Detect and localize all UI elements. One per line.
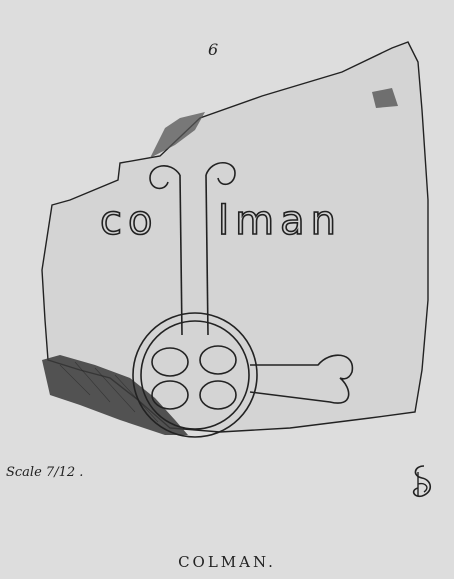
scale-note: Scale 7/12 . — [6, 465, 84, 480]
inscription-left: co — [100, 198, 159, 244]
inscription-right: lman — [218, 198, 342, 244]
plate-caption: COLMAN. — [178, 553, 276, 571]
artist-monogram-icon — [404, 462, 444, 502]
plate-number: 6 — [208, 40, 219, 59]
